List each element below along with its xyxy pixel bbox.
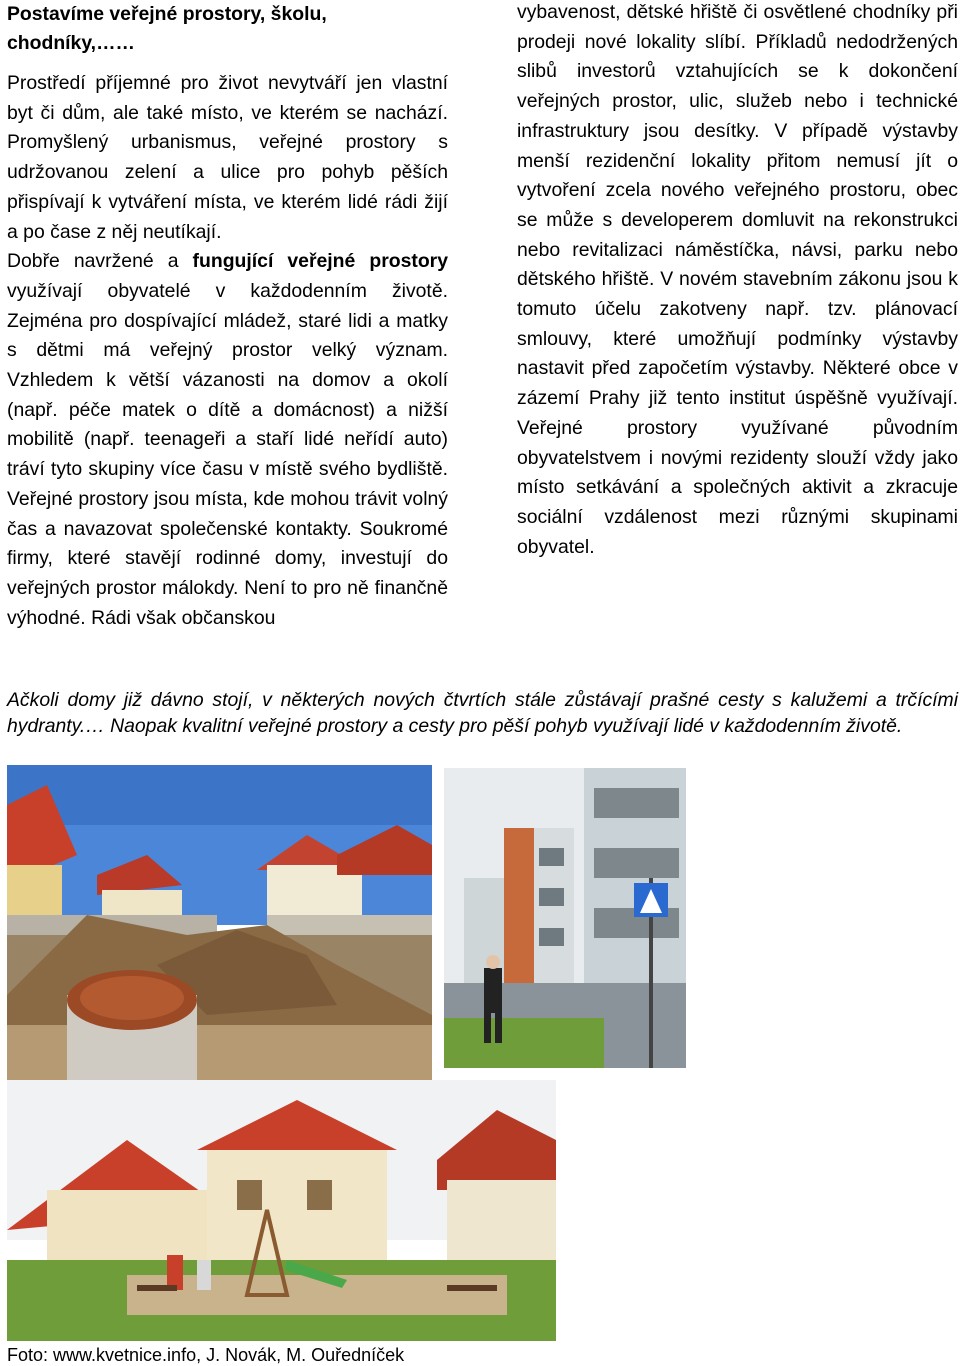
photo-credit: Foto: www.kvetnice.info, J. Novák, M. Ouředníček xyxy=(7,1345,405,1365)
paragraph-1: Prostředí příjemné pro život nevytváří jen vlastní byt či dům, ale také místo, ve kterém se nachází. Promyšlený urbanismus, veřejné prostory s udržovanou zelení a ulice pro pohyb pěších přispívají k vytváření místa, ve kterém lidé rádi žijí a po čase z něj neutíkají. xyxy=(7,72,448,243)
photo-caption: Ačkoli domy již dávno stojí, v některých nových čtvrtích stále zůstávají prašné cesty s kalužemi a trčícími hydranty.… Naopak kvalitní veřejné prostory a cesty pro pěší pohyb využívají lidé v každodenním životě. xyxy=(7,689,958,737)
paragraph-3: vybavenost, dětské hřiště či osvětlené chodníky při prodeji nové lokality slíbí. Příkladů nedodržených slibů investorů vztahujících se k dokončení veřejných prostor, ulic, služeb nebo i technické infrastruktury jsou desítky. V případě výstavby menší rezidenční lokality přitom nemusí jít o vytvoření zcela nového veřejného prostoru, obec se může s developerem domluvit na rekonstrukci nebo revitalizaci náměstíčka, návsi, parku nebo dětského hřiště. V novém stavebním zákonu jsou k tomuto účelu zakotveny např. tzv. plánovací smlouvy, které umožňují podmínky výstavby nastavit před započetím výstavby. Některé obce v zázemí Prahy již tento institut úspěšně využívají. Veřejné prostory využívané původním obyvatelstvem i novými rezidenty slouží vždy jako místo setkávání a společných aktivit a zkracuje sociální vzdálenost mezi různými skupinami obyvatel. xyxy=(517,1,958,558)
left-column xyxy=(7,0,448,633)
photo-apartment-street xyxy=(444,768,686,1068)
article-heading: Postavíme veřejné prostory, školu, chodníky,…… xyxy=(7,3,327,54)
right-column xyxy=(517,0,958,562)
paragraph-2-bold: fungující veřejné prostory xyxy=(192,250,449,273)
photo-playground xyxy=(7,1080,556,1341)
paragraph-2 xyxy=(7,247,448,633)
paragraph-2-rest: využívají obyvatelé v každodenním životě. Zejména pro dospívající mládež, staré lidi a matky s dětmi má veřejný prostor velký význam. Vzhledem k větší vázanosti na domov a okolí (např. péče matek o dítě a domácnost) a nižší mobilitě (např. teenageři a staří lidé neřídí auto) tráví tyto skupiny více času v místě svého bydliště. Veřejné prostory jsou místa, kde mohou trávit volný čas a navazovat společenské kontakty. Soukromé firmy, které stavějí rodinné domy, investují do veřejných prostor málokdy. Není to pro ně finančně výhodné. Rádi však občanskou xyxy=(7,279,448,629)
paragraph-2-start: Dobře navržené a xyxy=(7,250,193,273)
photo-dusty-street xyxy=(7,765,432,1095)
